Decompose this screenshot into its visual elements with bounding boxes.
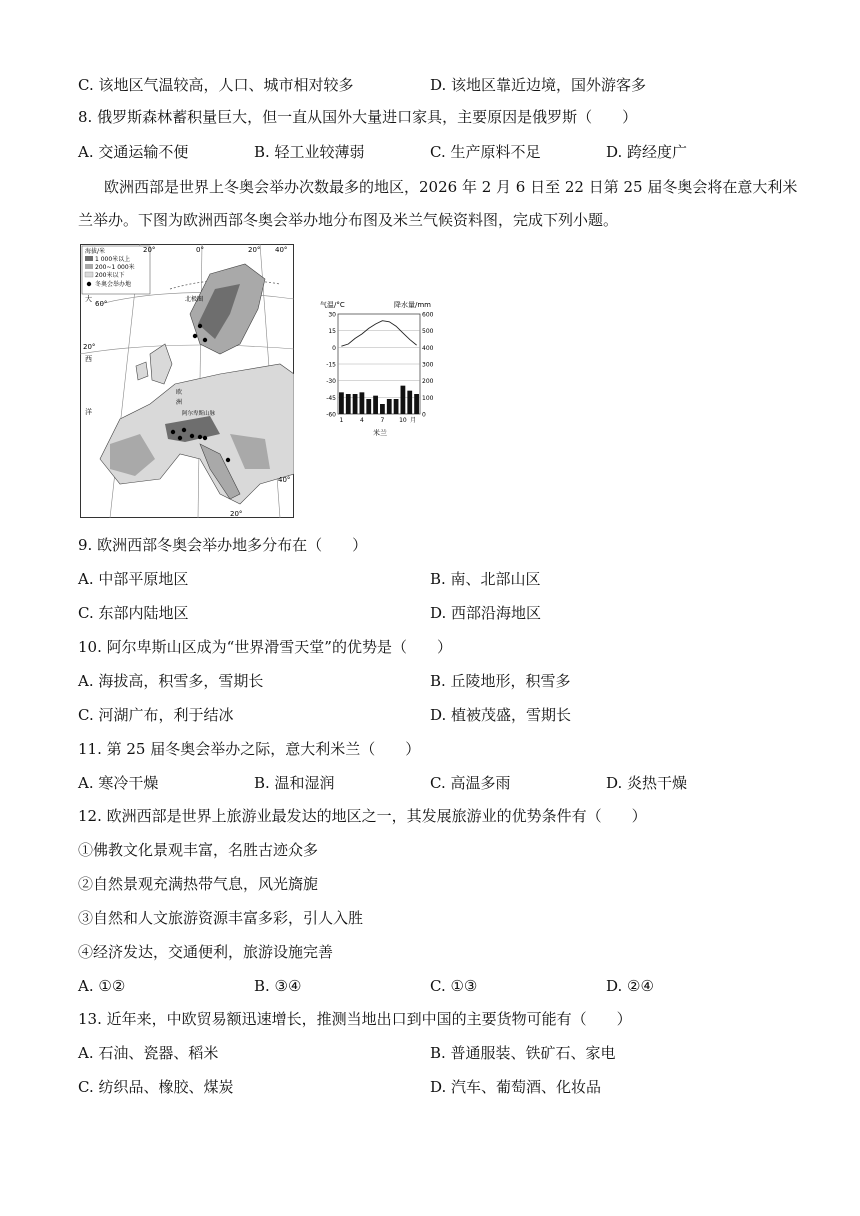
q12-option-d: D. ②④ bbox=[606, 977, 654, 995]
europe-char-2: 洲 bbox=[176, 399, 183, 406]
q8-option-d: D. 跨经度广 bbox=[606, 143, 688, 161]
right-tick-label: 300 bbox=[422, 361, 434, 369]
right-tick-label: 200 bbox=[422, 378, 434, 386]
chart-caption: 米兰 bbox=[373, 429, 387, 437]
host-city-marker bbox=[203, 338, 207, 342]
q11-option-a: A. 寒冷干燥 bbox=[78, 774, 159, 792]
x-tick-label: 1 bbox=[339, 417, 344, 424]
q13-stem: 13. 近年来，中欧贸易额迅速增长，推测当地出口到中国的主要货物可能有（ ） bbox=[78, 1010, 632, 1028]
milan-climate-chart bbox=[316, 296, 446, 438]
q9-option-a: A. 中部平原地区 bbox=[78, 570, 189, 588]
left-axis-title: 气温/°C bbox=[320, 301, 345, 309]
precip-bar-3 bbox=[353, 394, 358, 414]
q9-stem: 9. 欧洲西部冬奥会举办地多分布在（ ） bbox=[78, 536, 368, 554]
precip-bar-1 bbox=[339, 392, 344, 414]
precip-bar-12 bbox=[414, 394, 419, 414]
ocean-char-2: 西 bbox=[85, 355, 92, 363]
temperature-line bbox=[341, 321, 416, 347]
svg-text:1 000米以上: 1 000米以上 bbox=[95, 256, 131, 263]
precip-bar-4 bbox=[360, 392, 365, 414]
q10-option-d: D. 植被茂盛，雪期长 bbox=[430, 706, 572, 724]
svg-text:200~1 000米: 200~1 000米 bbox=[95, 264, 135, 271]
lon-label-bottom-20: 20° bbox=[230, 510, 243, 518]
q12-option-b: B. ③④ bbox=[254, 977, 302, 995]
host-city-marker bbox=[182, 428, 186, 432]
left-tick-label: 30 bbox=[328, 311, 336, 319]
lat-label-20: 20° bbox=[83, 343, 96, 351]
host-city-marker bbox=[190, 434, 194, 438]
q12-option-c: C. ①③ bbox=[430, 977, 478, 995]
arctic-circle-label: 北极圈 bbox=[185, 296, 204, 303]
lon-label-w20: 20° bbox=[143, 246, 156, 254]
q7-option-c: C. 该地区气温较高，人口、城市相对较多 bbox=[78, 76, 354, 94]
host-city-marker bbox=[226, 458, 230, 462]
q9-option-b: B. 南、北部山区 bbox=[430, 570, 541, 588]
alps-label: 阿尔卑斯山脉 bbox=[182, 411, 216, 417]
q12-item-1: ①佛教文化景观丰富，名胜古迹众多 bbox=[78, 841, 319, 859]
q10-option-c: C. 河湖广布，利于结冰 bbox=[78, 706, 234, 724]
right-tick-label: 0 bbox=[422, 411, 426, 419]
lon-label-0: 0° bbox=[196, 246, 204, 254]
q8-option-c: C. 生产原料不足 bbox=[430, 143, 541, 161]
intro-line-1: 欧洲西部是世界上冬奥会举办次数最多的地区，2026 年 2 月 6 日至 22 日第 25 届冬奥会将在意大利米 bbox=[104, 178, 798, 196]
europe-char-1: 欧 bbox=[176, 389, 183, 396]
right-tick-label: 100 bbox=[422, 394, 434, 402]
host-city-marker bbox=[198, 324, 202, 328]
host-city-marker bbox=[178, 436, 182, 440]
q8-option-a: A. 交通运输不便 bbox=[78, 143, 189, 161]
q11-option-b: B. 温和湿润 bbox=[254, 774, 335, 792]
q10-option-b: B. 丘陵地形，积雪多 bbox=[430, 672, 571, 690]
q8-option-b: B. 轻工业较薄弱 bbox=[254, 143, 365, 161]
precip-bar-7 bbox=[380, 404, 385, 414]
host-city-marker bbox=[203, 436, 207, 440]
x-tick-label: 4 bbox=[360, 417, 364, 424]
right-tick-label: 400 bbox=[422, 344, 434, 352]
q10-option-a: A. 海拔高，积雪多，雪期长 bbox=[78, 672, 264, 690]
left-tick-label: -45 bbox=[326, 394, 336, 402]
host-city-marker bbox=[171, 430, 175, 434]
precip-bar-11 bbox=[407, 391, 412, 414]
q7-option-d: D. 该地区靠近边境，国外游客多 bbox=[430, 76, 647, 94]
precip-bar-9 bbox=[394, 399, 399, 414]
q12-item-3: ③自然和人文旅游资源丰富多彩，引人入胜 bbox=[78, 909, 364, 927]
q11-option-d: D. 炎热干燥 bbox=[606, 774, 688, 792]
q13-option-d: D. 汽车、葡萄酒、化妆品 bbox=[430, 1078, 602, 1096]
q11-option-c: C. 高温多雨 bbox=[430, 774, 511, 792]
precip-bar-8 bbox=[387, 399, 392, 414]
right-tick-label: 500 bbox=[422, 328, 434, 336]
q8-stem: 8. 俄罗斯森林蓄积量巨大，但一直从国外大量进口家具，主要原因是俄罗斯（ ） bbox=[78, 108, 638, 126]
q12-item-4: ④经济发达，交通便利，旅游设施完善 bbox=[78, 943, 334, 961]
ocean-char-1: 大 bbox=[85, 295, 92, 303]
host-city-marker bbox=[198, 435, 202, 439]
right-axis-title: 降水量/mm bbox=[394, 301, 431, 309]
lon-label-e20: 20° bbox=[248, 246, 261, 254]
left-tick-label: 0 bbox=[332, 344, 336, 352]
lat-label-40: 40° bbox=[278, 476, 291, 484]
svg-text:海拔/米: 海拔/米 bbox=[85, 248, 106, 255]
q12-item-2: ②自然景观充满热带气息，风光旖旎 bbox=[78, 875, 319, 893]
lat-label-60: 60° bbox=[95, 300, 108, 308]
q13-option-b: B. 普通服装、铁矿石、家电 bbox=[430, 1044, 616, 1062]
right-tick-label: 600 bbox=[422, 311, 434, 319]
map-legend bbox=[82, 246, 150, 294]
x-tick-label: 10 bbox=[399, 417, 407, 424]
q13-option-c: C. 纺织品、橡胶、煤炭 bbox=[78, 1078, 234, 1096]
left-tick-label: -30 bbox=[326, 378, 336, 386]
x-tick-label: 7 bbox=[380, 417, 385, 424]
x-axis-unit-label: 月 bbox=[410, 417, 417, 424]
precip-bar-2 bbox=[346, 394, 351, 414]
q9-option-c: C. 东部内陆地区 bbox=[78, 604, 189, 622]
left-tick-label: 15 bbox=[328, 328, 336, 336]
q13-option-a: A. 石油、瓷器、稻米 bbox=[78, 1044, 219, 1062]
q12-option-a: A. ①② bbox=[78, 977, 126, 995]
left-tick-label: -15 bbox=[326, 361, 336, 369]
intro-line-2: 兰举办。下图为欧洲西部冬奥会举办地分布图及米兰气候资料图，完成下列小题。 bbox=[78, 211, 619, 229]
precip-bar-5 bbox=[366, 399, 371, 414]
left-tick-label: -60 bbox=[326, 411, 336, 419]
q12-stem: 12. 欧洲西部是世界上旅游业最发达的地区之一，其发展旅游业的优势条件有（ ） bbox=[78, 807, 647, 825]
precip-bar-6 bbox=[373, 396, 378, 414]
europe-map bbox=[80, 244, 294, 518]
ocean-char-3: 洋 bbox=[85, 408, 92, 416]
q9-option-d: D. 西部沿海地区 bbox=[430, 604, 542, 622]
lon-label-e40: 40° bbox=[275, 246, 288, 254]
svg-text:200米以下: 200米以下 bbox=[95, 272, 125, 279]
precip-bar-10 bbox=[401, 386, 406, 414]
host-city-marker bbox=[193, 334, 197, 338]
q11-stem: 11. 第 25 届冬奥会举办之际，意大利米兰（ ） bbox=[78, 740, 421, 758]
svg-text:冬奥会举办地: 冬奥会举办地 bbox=[95, 281, 132, 288]
q10-stem: 10. 阿尔卑斯山区成为“世界滑雪天堂”的优势是（ ） bbox=[78, 638, 452, 656]
